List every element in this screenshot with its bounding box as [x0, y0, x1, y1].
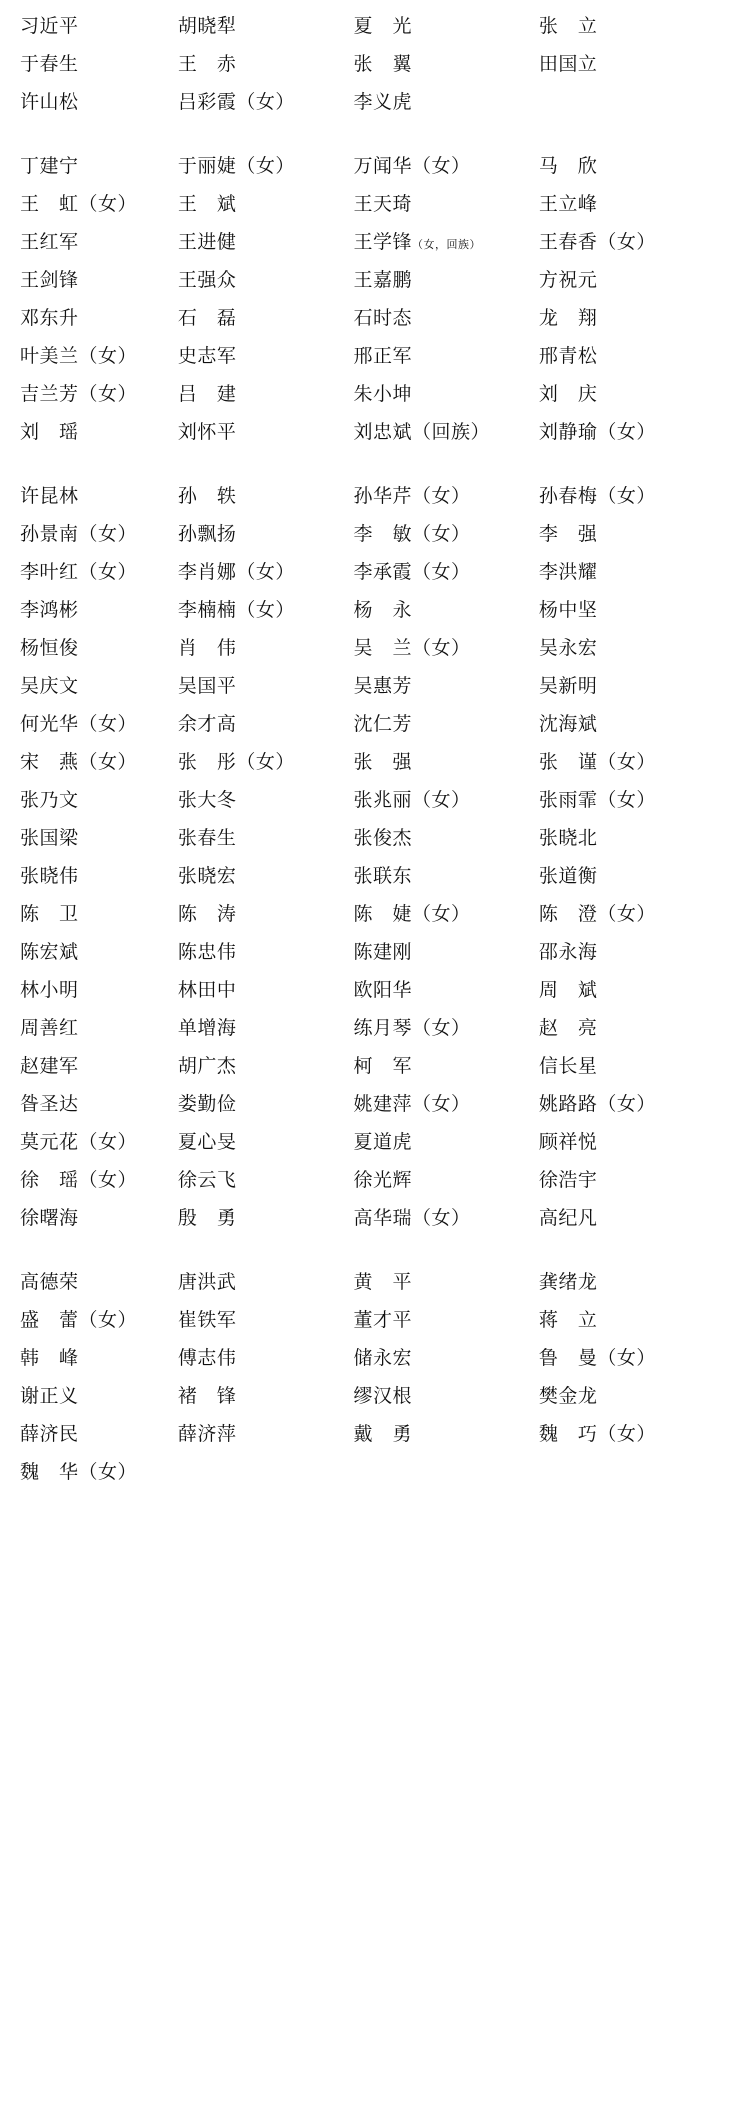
name-cell: 信长星	[538, 1056, 598, 1077]
name-cell: 张兆丽（女）	[353, 790, 471, 811]
name-cell: 姚路路（女）	[538, 1094, 656, 1115]
name-cell: 张 翼	[353, 54, 412, 75]
name-cell: 王红军	[20, 232, 79, 253]
name-cell: 姚建萍（女）	[353, 1094, 471, 1115]
name-cell: 徐光辉	[353, 1170, 412, 1191]
name-cell: 李 敏（女）	[353, 524, 471, 545]
table-row	[14, 46, 736, 84]
name-cell: 胡晓犁	[177, 16, 237, 37]
table-row	[14, 186, 736, 224]
table-row	[14, 224, 736, 262]
name-cell: 杨 永	[353, 600, 412, 621]
name-cell: 孙华芹（女）	[353, 486, 471, 507]
name-cell: 李鸿彬	[20, 600, 79, 621]
table-row	[14, 1416, 736, 1454]
name-cell: 万闻华（女）	[353, 156, 471, 177]
name-cell: 胡广杰	[177, 1056, 237, 1077]
name-cell: 刘怀平	[177, 422, 237, 443]
name-cell: 张晓北	[538, 828, 598, 849]
name-cell: 吉兰芳（女）	[20, 384, 138, 405]
table-row	[14, 1048, 736, 1086]
table-row	[14, 668, 736, 706]
name-cell: 杨中坚	[538, 600, 598, 621]
name-cell: 吴新明	[538, 676, 598, 697]
name-cell: 李 强	[538, 524, 598, 545]
table-row	[14, 630, 736, 668]
name-cell: 陈 卫	[20, 904, 79, 925]
name-cell: 何光华（女）	[20, 714, 138, 735]
name-cell: 张国梁	[20, 828, 79, 849]
name-cell: 朱小坤	[353, 384, 412, 405]
name-cell: 吴惠芳	[353, 676, 412, 697]
name-cell: 沈海斌	[538, 714, 598, 735]
table-row	[14, 338, 736, 376]
name-cell: 夏 光	[353, 16, 412, 37]
name-cell: 蒋 立	[538, 1310, 598, 1331]
name-cell: 陈宏斌	[20, 942, 79, 963]
name-cell: 张俊杰	[353, 828, 412, 849]
name-cell: 张雨霏（女）	[538, 790, 656, 811]
name-cell: 张晓宏	[177, 866, 237, 887]
name-cell: 储永宏	[353, 1348, 412, 1369]
name-cell: 黄 平	[353, 1272, 412, 1293]
name-cell: 李叶红（女）	[20, 562, 138, 583]
name-cell: 柯 军	[353, 1056, 412, 1077]
table-row	[14, 820, 736, 858]
name-cell: 高华瑞（女）	[353, 1208, 471, 1229]
name-cell: 丁建宁	[20, 156, 79, 177]
name-cell: 顾祥悦	[538, 1132, 598, 1153]
name-cell: 张春生	[177, 828, 237, 849]
name-cell: 娄勤俭	[177, 1094, 237, 1115]
table-row	[14, 478, 736, 516]
name-cell: 张 立	[538, 16, 598, 37]
table-row	[14, 1010, 736, 1048]
table-row	[14, 376, 736, 414]
table-row	[14, 1340, 736, 1378]
table-row	[14, 1124, 736, 1162]
table-row	[14, 1454, 736, 1492]
name-cell: 孙景南（女）	[20, 524, 138, 545]
table-row	[14, 262, 736, 300]
name-cell: 戴 勇	[353, 1424, 412, 1445]
name-group	[14, 478, 736, 1238]
table-row	[14, 1200, 736, 1238]
name-cell: 张 强	[353, 752, 412, 773]
name-cell: 王天琦	[353, 194, 412, 215]
name-cell: 单增海	[177, 1018, 237, 1039]
name-cell: 莫元花（女）	[20, 1132, 138, 1153]
table-row	[14, 1302, 736, 1340]
name-cell: 孙飘扬	[177, 524, 237, 545]
name-group	[14, 148, 736, 452]
name-cell: 赵 亮	[538, 1018, 598, 1039]
roster-groups	[14, 8, 736, 1492]
name-cell: 周 斌	[538, 980, 598, 1001]
name-cell: 徐 瑶（女）	[20, 1170, 138, 1191]
name-cell: 张 彤（女）	[177, 752, 295, 773]
name-cell: 夏道虎	[353, 1132, 412, 1153]
name-cell: 王进健	[177, 232, 237, 253]
name-cell: 李楠楠（女）	[177, 600, 295, 621]
name-cell: 昝圣达	[20, 1094, 79, 1115]
table-row	[14, 1086, 736, 1124]
name-cell: 褚 锋	[177, 1386, 237, 1407]
table-row	[14, 972, 736, 1010]
name-cell: 邢青松	[538, 346, 598, 367]
name-cell: 薛济民	[20, 1424, 79, 1445]
name-cell: 樊金龙	[538, 1386, 598, 1407]
table-row	[14, 782, 736, 820]
table-row	[14, 414, 736, 452]
table-row	[14, 516, 736, 554]
table-row	[14, 300, 736, 338]
name-cell: 宋 燕（女）	[20, 752, 138, 773]
name-cell: 吴 兰（女）	[353, 638, 471, 659]
table-row	[14, 8, 736, 46]
name-cell: 肖 伟	[177, 638, 237, 659]
name-cell: 张 谨（女）	[538, 752, 656, 773]
name-cell: 邵永海	[538, 942, 598, 963]
name-cell: 邓东升	[20, 308, 79, 329]
name-cell: 邢正军	[353, 346, 412, 367]
name-cell: 林小明	[20, 980, 79, 1001]
name-cell: 鲁 曼（女）	[538, 1348, 656, 1369]
name-cell: 王立峰	[538, 194, 598, 215]
name-cell: 王 斌	[177, 194, 237, 215]
name-cell: 徐曙海	[20, 1208, 79, 1229]
table-row	[14, 744, 736, 782]
name-cell: 孙 轶	[177, 486, 237, 507]
table-row	[14, 896, 736, 934]
name-cell: 崔铁军	[177, 1310, 237, 1331]
name-cell: 沈仁芳	[353, 714, 412, 735]
name-cell: 李肖娜（女）	[177, 562, 295, 583]
name-cell: 王 赤	[177, 54, 237, 75]
name-cell: 赵建军	[20, 1056, 79, 1077]
table-row	[14, 934, 736, 972]
name-cell: 习近平	[20, 16, 79, 37]
table-row	[14, 1378, 736, 1416]
name-cell: 徐云飞	[177, 1170, 237, 1191]
name-cell: 张乃文	[20, 790, 79, 811]
name-cell: 王春香（女）	[538, 232, 656, 253]
name-cell: 盛 蕾（女）	[20, 1310, 138, 1331]
name-cell: 史志军	[177, 346, 237, 367]
table-row	[14, 1264, 736, 1302]
name-cell: 于丽婕（女）	[177, 156, 295, 177]
name-cell: 练月琴（女）	[353, 1018, 471, 1039]
name-cell: 许昆林	[20, 486, 79, 507]
name-cell: 孙春梅（女）	[538, 486, 656, 507]
name-cell: 石时态	[353, 308, 412, 329]
name-group	[14, 1264, 736, 1492]
name-cell: 陈 涛	[177, 904, 237, 925]
name-cell: 张道衡	[538, 866, 598, 887]
name-group	[14, 8, 736, 122]
table-row	[14, 858, 736, 896]
name-cell: 王学锋（女，回族）	[353, 232, 481, 253]
table-row	[14, 592, 736, 630]
name-cell: 吴国平	[177, 676, 237, 697]
name-cell: 王 虹（女）	[20, 194, 138, 215]
name-cell: 张晓伟	[20, 866, 79, 887]
name-cell: 吴永宏	[538, 638, 598, 659]
name-cell: 傅志伟	[177, 1348, 237, 1369]
name-cell: 许山松	[20, 92, 79, 113]
name-cell: 徐浩宇	[538, 1170, 598, 1191]
name-cell: 刘 庆	[538, 384, 598, 405]
name-cell: 殷 勇	[177, 1208, 237, 1229]
name-cell: 于春生	[20, 54, 79, 75]
name-cell: 陈 澄（女）	[538, 904, 656, 925]
name-cell: 张联东	[353, 866, 412, 887]
name-cell: 董才平	[353, 1310, 412, 1331]
name-cell: 石 磊	[177, 308, 237, 329]
name-cell: 林田中	[177, 980, 237, 1001]
name-cell: 王嘉鹏	[353, 270, 412, 291]
name-cell: 王剑锋	[20, 270, 79, 291]
name-cell: 吴庆文	[20, 676, 79, 697]
name-cell: 杨恒俊	[20, 638, 79, 659]
name-cell: 龙 翔	[538, 308, 598, 329]
name-cell: 李义虎	[353, 92, 412, 113]
name-cell: 周善红	[20, 1018, 79, 1039]
name-cell: 高德荣	[20, 1272, 79, 1293]
name-cell: 王强众	[177, 270, 237, 291]
name-cell: 吕 建	[177, 384, 237, 405]
name-cell: 田国立	[538, 54, 598, 75]
name-cell: 李承霞（女）	[353, 562, 471, 583]
table-row	[14, 1162, 736, 1200]
table-row	[14, 706, 736, 744]
name-cell: 薛济萍	[177, 1424, 237, 1445]
name-cell: 夏心旻	[177, 1132, 237, 1153]
name-cell: 龚绪龙	[538, 1272, 598, 1293]
name-cell: 马 欣	[538, 156, 598, 177]
table-row	[14, 554, 736, 592]
name-cell: 刘静瑜（女）	[538, 422, 656, 443]
name-cell: 叶美兰（女）	[20, 346, 138, 367]
name-cell: 缪汉根	[353, 1386, 412, 1407]
name-cell: 陈忠伟	[177, 942, 237, 963]
name-cell: 刘 瑶	[20, 422, 79, 443]
name-cell: 欧阳华	[353, 980, 412, 1001]
table-row	[14, 84, 736, 122]
name-cell: 张大冬	[177, 790, 237, 811]
table-row	[14, 148, 736, 186]
name-cell: 吕彩霞（女）	[177, 92, 295, 113]
name-cell: 唐洪武	[177, 1272, 237, 1293]
name-cell: 余才高	[177, 714, 237, 735]
name-cell: 韩 峰	[20, 1348, 79, 1369]
name-cell: 李洪耀	[538, 562, 598, 583]
name-cell: 魏 巧（女）	[538, 1424, 656, 1445]
name-cell: 方祝元	[538, 270, 598, 291]
name-cell: 陈 婕（女）	[353, 904, 471, 925]
name-cell: 刘忠斌（回族）	[353, 422, 490, 443]
name-cell: 高纪凡	[538, 1208, 598, 1229]
name-cell: 谢正义	[20, 1386, 79, 1407]
name-cell: 魏 华（女）	[20, 1462, 138, 1483]
name-cell: 陈建刚	[353, 942, 412, 963]
